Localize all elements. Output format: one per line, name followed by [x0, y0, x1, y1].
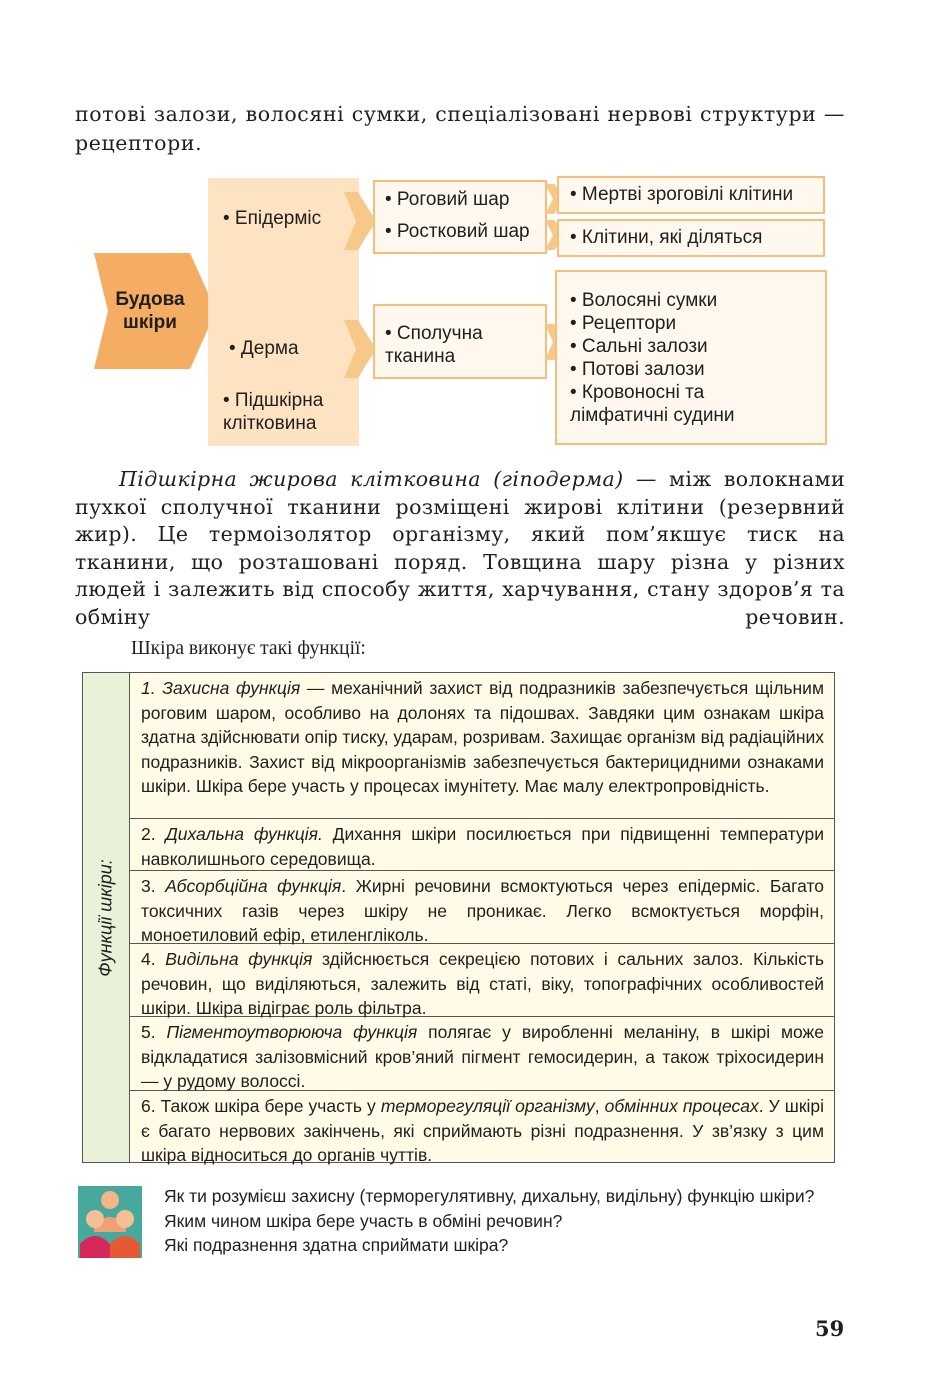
function-name: Видільна функція	[165, 949, 313, 969]
skin-structure-diagram	[94, 174, 834, 450]
page-number: 59	[815, 1316, 845, 1341]
hypodermis-term: Підшкірна жирова клітковина (гіподерма)	[119, 467, 624, 491]
layer-hypodermis: • Підшкірна клітковина	[223, 390, 324, 434]
detail-dividing-cells: • Клітини, які діляться	[570, 227, 763, 248]
function-number: 3.	[141, 876, 166, 896]
epidermis-part-horny: • Роговий шар	[385, 189, 510, 210]
functions-intro: Шкіра виконує такі функції:	[131, 638, 366, 659]
dermis-detail-receptors: • Рецептори	[570, 313, 677, 334]
epidermis-part-germinal: • Ростковий шар	[385, 221, 530, 242]
function-name: Пігментоутворююча функція	[166, 1022, 418, 1042]
function-text: Дихання шкіри посилюється при підвищенні температури навколишнього середовища.	[141, 824, 824, 869]
function-row-excretory	[130, 944, 834, 1017]
function-number: 4.	[141, 949, 166, 969]
function-text: ,	[594, 1096, 605, 1116]
function-row-protective	[130, 673, 834, 819]
hypodermis-text: — між волокнами пухкої сполучної тканини розміщені жирові клітини (резервний жир). Це термоізолятор організму, який пом’якшує тиск на тканини, що розташовані поряд. Товщина шару різна у різних людей і залежить від способу життя, харчування, стану здоров’я та обміну речовин.	[75, 467, 846, 629]
dermis-detail-sweat: • Потові залози	[570, 359, 705, 380]
function-text: полягає у виробленні меланіну, в шкірі може відкладатися залізовмісний кров’яний пігмент гемосидерин, а також тріхосидерин — у рудому волоссі.	[141, 1022, 824, 1091]
functions-side-label: Функції шкіри:	[95, 859, 116, 977]
dermis-part-connective: • Сполучна тканина	[385, 323, 483, 367]
function-name: Дихальна функція.	[165, 824, 323, 844]
detail-dead-cells: • Мертві зроговілі клітини	[570, 184, 794, 205]
function-row-thermoregulation	[130, 1091, 834, 1164]
function-number: 5.	[141, 1022, 167, 1042]
question-2: Яким чином шкіра бере участь в обміні речовин?	[164, 1210, 563, 1231]
function-name: терморегуляції організму	[380, 1096, 595, 1116]
function-row-respiratory	[130, 819, 834, 871]
question-1: Як ти розумієш захисну (терморегулятивну, дихальну, видільну) функцію шкіри?	[164, 1186, 815, 1206]
arrow-dermis	[344, 320, 376, 378]
intro-text: потові залози, волосяні сумки, спеціалізовані нервові структури — рецептори.	[75, 102, 845, 155]
function-text: — механічний захист від подразників забезпечується щільним роговим шаром, особливо на долонях та підошвах. Завдяки цим ознакам шкіра здатна здійснювати опір тиску, ударам, розривам. Захищає організм від радіаційних подразників. Захист від мікроорганізмів забезпечується бактерицидними ознаками шкіри. Шкіра бере участь у процесах імунітету. Має малу електропровідність.	[141, 678, 825, 796]
function-name: обмінних процесах	[604, 1096, 759, 1116]
group-of-people-icon	[78, 1186, 142, 1258]
function-text: 6. Також шкіра бере участь у	[141, 1096, 381, 1116]
function-row-pigment	[130, 1017, 834, 1091]
function-name: 1. Захисна функція	[141, 678, 301, 698]
arrow-epidermis	[344, 192, 376, 250]
review-questions	[164, 1184, 828, 1258]
question-3: Які подразнення здатна сприймати шкіра?	[164, 1235, 509, 1255]
skin-functions-table	[82, 672, 835, 1163]
hypodermis-paragraph	[75, 466, 845, 631]
dermis-detail-vessels: • Кровоносні та лімфатичні судини	[570, 382, 735, 426]
dermis-detail-sebaceous: • Сальні залози	[570, 336, 708, 357]
function-text: . У шкірі є багато нервових закінчень, які сприймають різні подразнення. У зв’язку з цим шкіра відноситься до органів чуттів.	[141, 1096, 824, 1165]
diagram-root-label: Будова шкіри	[115, 289, 185, 333]
functions-side-column	[83, 673, 130, 1162]
function-number: 2.	[141, 824, 166, 844]
dermis-detail-hair-follicles: • Волосяні сумки	[570, 290, 718, 311]
function-name: Абсорбційна функція	[165, 876, 342, 896]
layer-dermis: • Дерма	[229, 338, 299, 359]
function-text: здійснюється секрецією потових і сальних залоз. Кількість речовин, що виділяються, залежить від статі, віку, топографічних особливостей шкіри. Шкіра відіграє роль фільтра.	[141, 949, 824, 1018]
function-row-absorption	[130, 871, 834, 944]
layer-epidermis: • Епідерміс	[223, 208, 322, 229]
function-text: . Жирні речовини всмоктуються через епідерміс. Багато токсичних газів через шкіру не проникає. Легко всмоктується морфін, моноетиловий ефір, етиленгліколь.	[141, 876, 824, 945]
